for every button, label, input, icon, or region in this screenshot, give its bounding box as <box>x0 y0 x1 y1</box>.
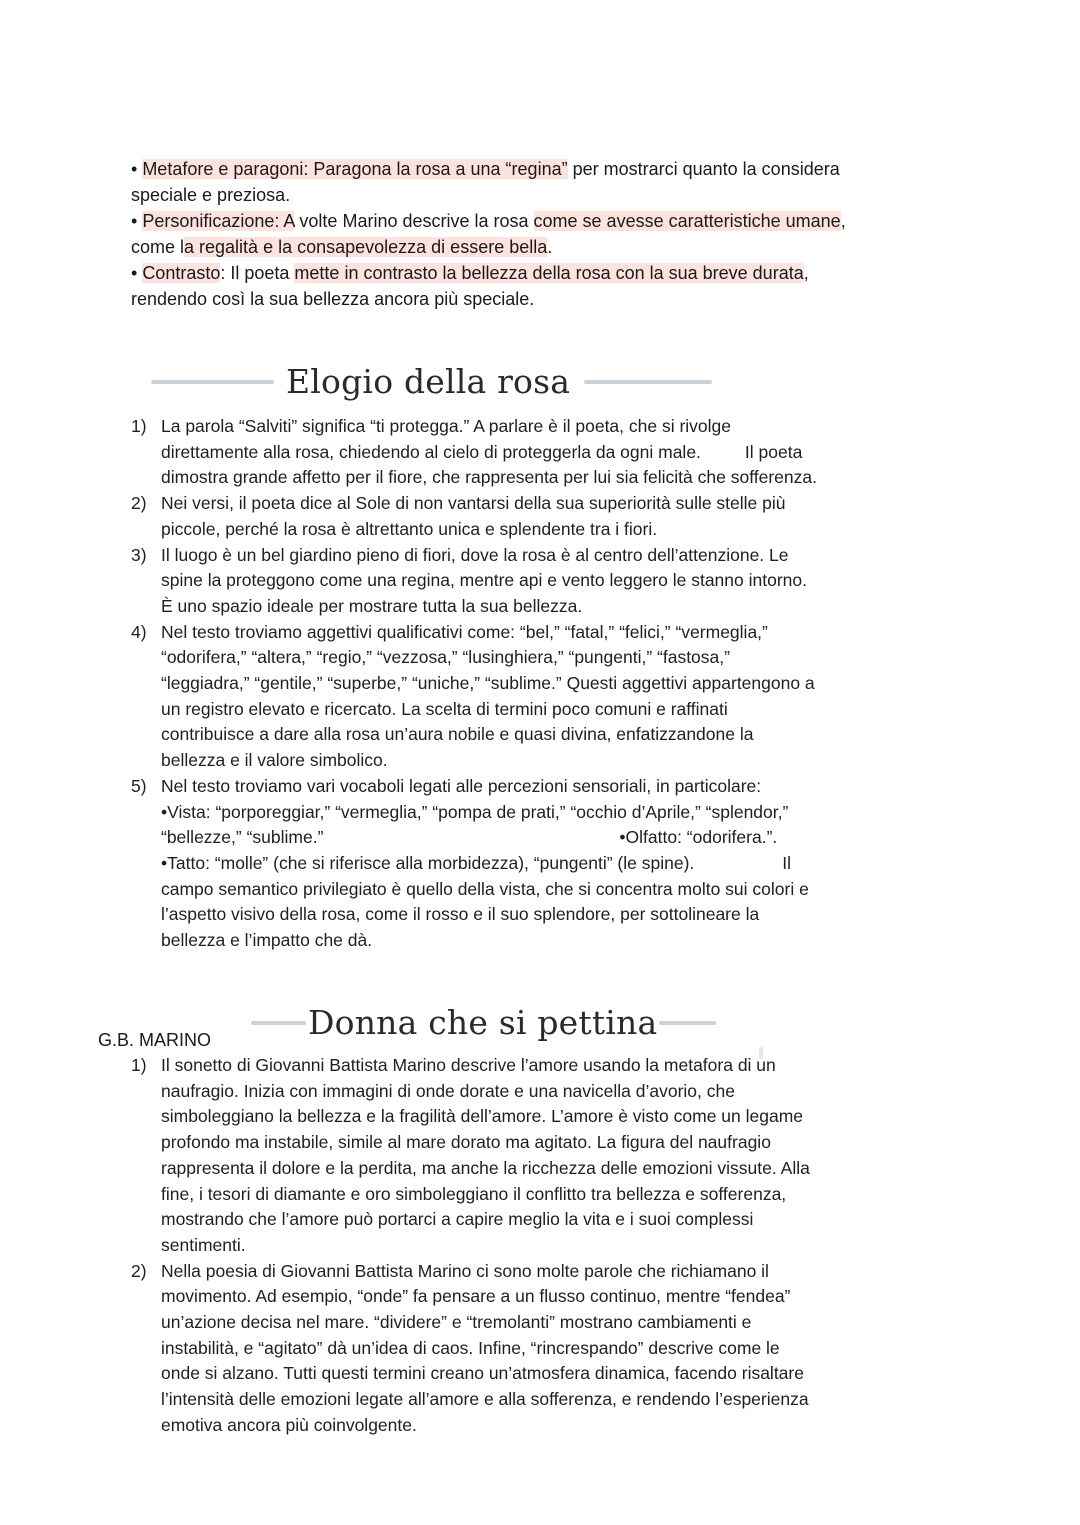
bullet-text: , <box>803 263 809 283</box>
text-line: un registro elevato e ricercato. La scelta di termini poco comuni e raffinati <box>161 698 728 719</box>
bullet-text: • <box>131 211 143 231</box>
text-line: l’intensità delle emozioni legate all’amore e alla sofferenza, e rendendo l’esperienza <box>161 1389 809 1410</box>
heading-rule-right <box>584 380 712 384</box>
heading-rule-left <box>251 1021 306 1025</box>
bullet-text: volte Marino descrive la rosa <box>294 211 534 231</box>
text-line: emotiva ancora più coinvolgente. <box>161 1414 417 1435</box>
highlighted-text: Contrasto <box>142 263 221 283</box>
section-heading-donna <box>251 1003 716 1042</box>
list-number: 5) <box>131 775 147 796</box>
text-fragment: Il poeta <box>744 441 803 462</box>
text-line: “leggiadra,” “gentile,” “superbe,” “uniche,” “sublime.” Questi aggettivi appartengono a <box>161 673 815 694</box>
bullet-text: , <box>840 211 846 231</box>
text-line: un’azione decisa nel mare. “dividere” e “tremolanti” mostrano cambiamenti e <box>161 1312 752 1333</box>
text-line: La parola “Salviti” significa “ti protegga.” A parlare è il poeta, che si rivolge <box>161 416 732 436</box>
text-line: bellezza e l’impatto che dà. <box>161 930 373 951</box>
bullet-line <box>131 208 951 234</box>
text-line: bellezza e il valore simbolico. <box>161 750 388 771</box>
heading-title-elogio: Elogio della rosa <box>286 362 571 401</box>
text-line: profondo ma instabile, simile al mare dorato ma agitato. La figura del naufragio <box>161 1132 771 1153</box>
text-fragment: •Olfatto: “odorifera.”. <box>619 827 778 848</box>
text-line <box>161 440 911 466</box>
list-item <box>131 1053 911 1259</box>
text-line: Nel testo troviamo vari vocaboli legati alle percezioni sensoriali, in particolare: <box>161 775 762 796</box>
text-line: campo semantico privilegiato è quello della vista, che si concentra molto sui colori e <box>161 878 809 899</box>
heading-rule-left <box>151 380 274 384</box>
donna-answers-list <box>131 1053 911 1439</box>
list-item <box>131 774 911 954</box>
bullet-text: come l <box>131 237 185 257</box>
text-line: “odorifera,” “altera,” “regio,” “vezzosa,” “lusinghiera,” “pungenti,” “fastosa,” <box>161 647 730 668</box>
text-line: onde si alzano. Tutti questi termini creano un’atmosfera dinamica, facendo risaltare <box>161 1363 804 1384</box>
text-line: Nei versi, il poeta dice al Sole di non vantarsi della sua superiorità sulle stelle più <box>161 493 786 514</box>
text-line: contribuisce a dare alla rosa un’aura nobile e quasi divina, enfatizzandone la <box>161 724 754 745</box>
section-heading-elogio <box>151 362 712 401</box>
list-number: 4) <box>131 621 147 642</box>
list-number: 2) <box>131 493 147 514</box>
author-label: G.B. MARINO <box>98 1030 212 1050</box>
bullet-text: : Il poeta <box>220 263 295 283</box>
highlighted-text: Metafore e paragoni: Paragona la rosa a una “regina” <box>142 159 568 179</box>
bullet-line <box>131 234 951 260</box>
text-fragment: Il <box>782 852 792 873</box>
bullet-text: per mostrarci quanto la considera <box>567 159 840 179</box>
text-fragment: “bellezze,” “sublime.” <box>161 827 324 848</box>
bullet-text: • <box>131 263 143 283</box>
bullet-text: . <box>547 237 553 257</box>
text-line: dimostra grande affetto per il fiore, che rappresenta per lui sia felicità che sofferenza. <box>161 467 817 488</box>
text-fragment: direttamente alla rosa, chiedendo al cielo di proteggerla da ogni male. <box>161 441 701 462</box>
list-number: 1) <box>131 416 147 436</box>
text-line: naufragio. Inizia con immagini di onde dorate e una navicella d’avorio, che <box>161 1080 735 1101</box>
text-line: l’aspetto visivo della rosa, come il rosso e il suo splendore, per sottolineare la <box>161 904 760 925</box>
list-item <box>131 543 911 620</box>
text-line: •Vista: “porporeggiar,” “vermeglia,” “pompa de prati,” “occhio d’Aprile,” “splendor,” <box>161 801 789 822</box>
text-line: sentimenti. <box>161 1234 246 1255</box>
text-line: rappresenta il dolore e la perdita, ma anche la ricchezza delle emozioni vissute. Alla <box>161 1157 810 1178</box>
text-line: Nel testo troviamo aggettivi qualificativi come: “bel,” “fatal,” “felici,” “vermeglia,” <box>161 621 768 642</box>
text-line: Nella poesia di Giovanni Battista Marino ci sono molte parole che richiamano il <box>161 1260 769 1281</box>
bullet-text: rendendo così la sua bellezza ancora più speciale. <box>131 289 535 309</box>
highlighted-text: a regalità e la consapevolezza di essere bella <box>184 237 548 257</box>
elogio-answers-list <box>131 414 911 954</box>
list-item <box>131 414 911 491</box>
text-line <box>161 825 911 851</box>
bullet-line <box>131 182 951 208</box>
text-line: fine, i tesori di diamante e oro simboleggiano il conflitto tra bellezza e sofferenza, <box>161 1183 787 1204</box>
figures-of-speech-bullets <box>131 156 951 312</box>
text-line: Il luogo è un bel giardino pieno di fiori, dove la rosa è al centro dell’attenzione. Le <box>161 544 789 565</box>
text-line: simboleggiano la bellezza e la fragilità dell’amore. L’amore è visto come un legame <box>161 1106 804 1127</box>
text-line: movimento. Ad esempio, “onde” fa pensare a un flusso continuo, mentre “fendea” <box>161 1286 791 1307</box>
list-item <box>131 491 911 542</box>
list-number: 3) <box>131 544 147 565</box>
bullet-text: • <box>131 159 143 179</box>
bullet-line <box>131 260 951 286</box>
list-number: 2) <box>131 1260 147 1281</box>
highlighted-text: come se avesse caratteristiche umane <box>533 211 841 231</box>
list-number: 1) <box>131 1055 147 1075</box>
heading-rule-right <box>659 1021 716 1025</box>
text-line <box>161 851 911 877</box>
highlighted-text: mette in contrasto la bellezza della rosa con la sua breve durata <box>294 263 804 283</box>
highlighted-text: Personificazione: A <box>142 211 295 231</box>
heading-title-donna: Donna che si pettina <box>308 1003 658 1042</box>
bullet-line <box>131 286 951 312</box>
text-line: instabilità, e “agitato” dà un’idea di caos. Infine, “rincrespando” descrive come le <box>161 1337 780 1358</box>
text-line: piccole, perché la rosa è altrettanto unica e splendente tra i fiori. <box>161 518 658 539</box>
bullet-line <box>131 156 951 182</box>
list-item <box>131 1259 911 1439</box>
text-line: È uno spazio ideale per mostrare tutta la sua bellezza. <box>161 595 583 616</box>
text-line: mostrando che l’amore può portarci a capire meglio la vita e i suoi complessi <box>161 1209 754 1230</box>
text-line: Il sonetto di Giovanni Battista Marino descrive l’amore usando la metafora di un <box>161 1055 776 1075</box>
list-item <box>131 620 911 774</box>
text-line: spine la proteggono come una regina, mentre api e vento leggero le stanno intorno. <box>161 570 807 591</box>
text-fragment: •Tatto: “molle” (che si riferisce alla morbidezza), “pungenti” (le spine). <box>161 852 695 873</box>
bullet-text: speciale e preziosa. <box>131 185 291 205</box>
